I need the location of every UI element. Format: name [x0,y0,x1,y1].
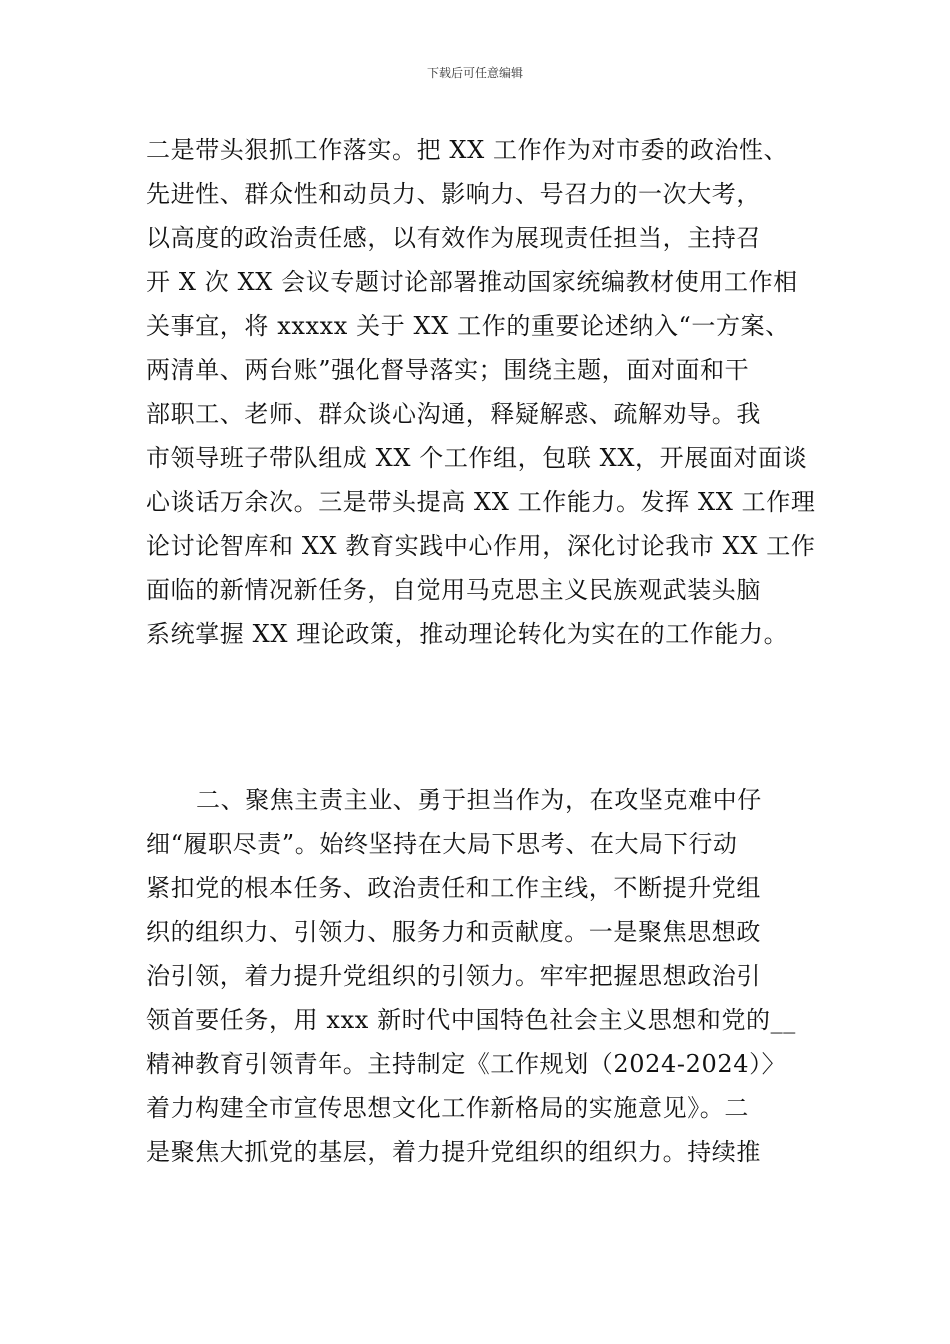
paragraph-line: 治引领，着力提升党组织的引领力。牢牢把握思想政治引 [146,962,761,990]
paragraph-line: 以高度的政治责任感，以有效作为展现责任担当，主持召 [146,224,761,252]
page-header-note: 下载后可任意编辑 [426,66,523,80]
paragraph-line: 部职工、老师、群众谈心沟通，释疑解惑、疏解劝导。我 [146,400,761,428]
paragraph-line: 心谈话万余次。三是带头提高 XX 工作能力。发挥 XX 工作理 [146,488,816,516]
paragraph-line: 论讨论智库和 XX 教育实践中心作用，深化讨论我市 XX 工作 [146,532,816,560]
paragraph-line: 开 X 次 XX 会议专题讨论部署推动国家统编教材使用工作相 [146,268,798,296]
paragraph-1 [146,128,816,656]
paragraph-line: 面临的新情况新任务，自觉用马克思主义民族观武装头脑 [146,576,761,604]
paragraph-line: 紧扣党的根本任务、政治责任和工作主线，不断提升党组 [146,874,761,902]
paragraph-line: 先进性、群众性和动员力、影响力、号召力的一次大考， [146,180,761,208]
paragraph-2 [146,778,806,1174]
paragraph-line: 织的组织力、引领力、服务力和贡献度。一是聚焦思想政 [146,918,761,946]
paragraph-line: 市领导班子带队组成 XX 个工作组，包联 XX，开展面对面谈 [146,444,808,472]
paragraph-line: 领首要任务，用 xxx 新时代中国特色社会主义思想和党的__ [146,1006,796,1034]
paragraph-line: 是聚焦大抓党的基层，着力提升党组织的组织力。持续推 [146,1138,761,1166]
paragraph-line: 系统掌握 XX 理论政策，推动理论转化为实在的工作能力。 [146,620,789,648]
paragraph-line: 关事宜，将 xxxxx 关于 XX 工作的重要论述纳入“一方案、 [146,312,790,340]
paragraph-line: 着力构建全市宣传思想文化工作新格局的实施意见》。二 [146,1094,749,1122]
paragraph-line: 精神教育引领青年。主持制定《工作规划（2024-2024）〉 [146,1050,787,1078]
paragraph-line: 两清单、两台账”强化督导落实；围绕主题，面对面和干 [146,356,750,384]
paragraph-line: 细“履职尽责”。始终坚持在大局下思考、在大局下行动 [146,830,738,858]
paragraph-line: 二是带头狠抓工作落实。把 XX 工作作为对市委的政治性、 [146,136,789,164]
paragraph-line: 二、聚焦主责主业、勇于担当作为，在攻坚克难中仔 [196,786,762,814]
